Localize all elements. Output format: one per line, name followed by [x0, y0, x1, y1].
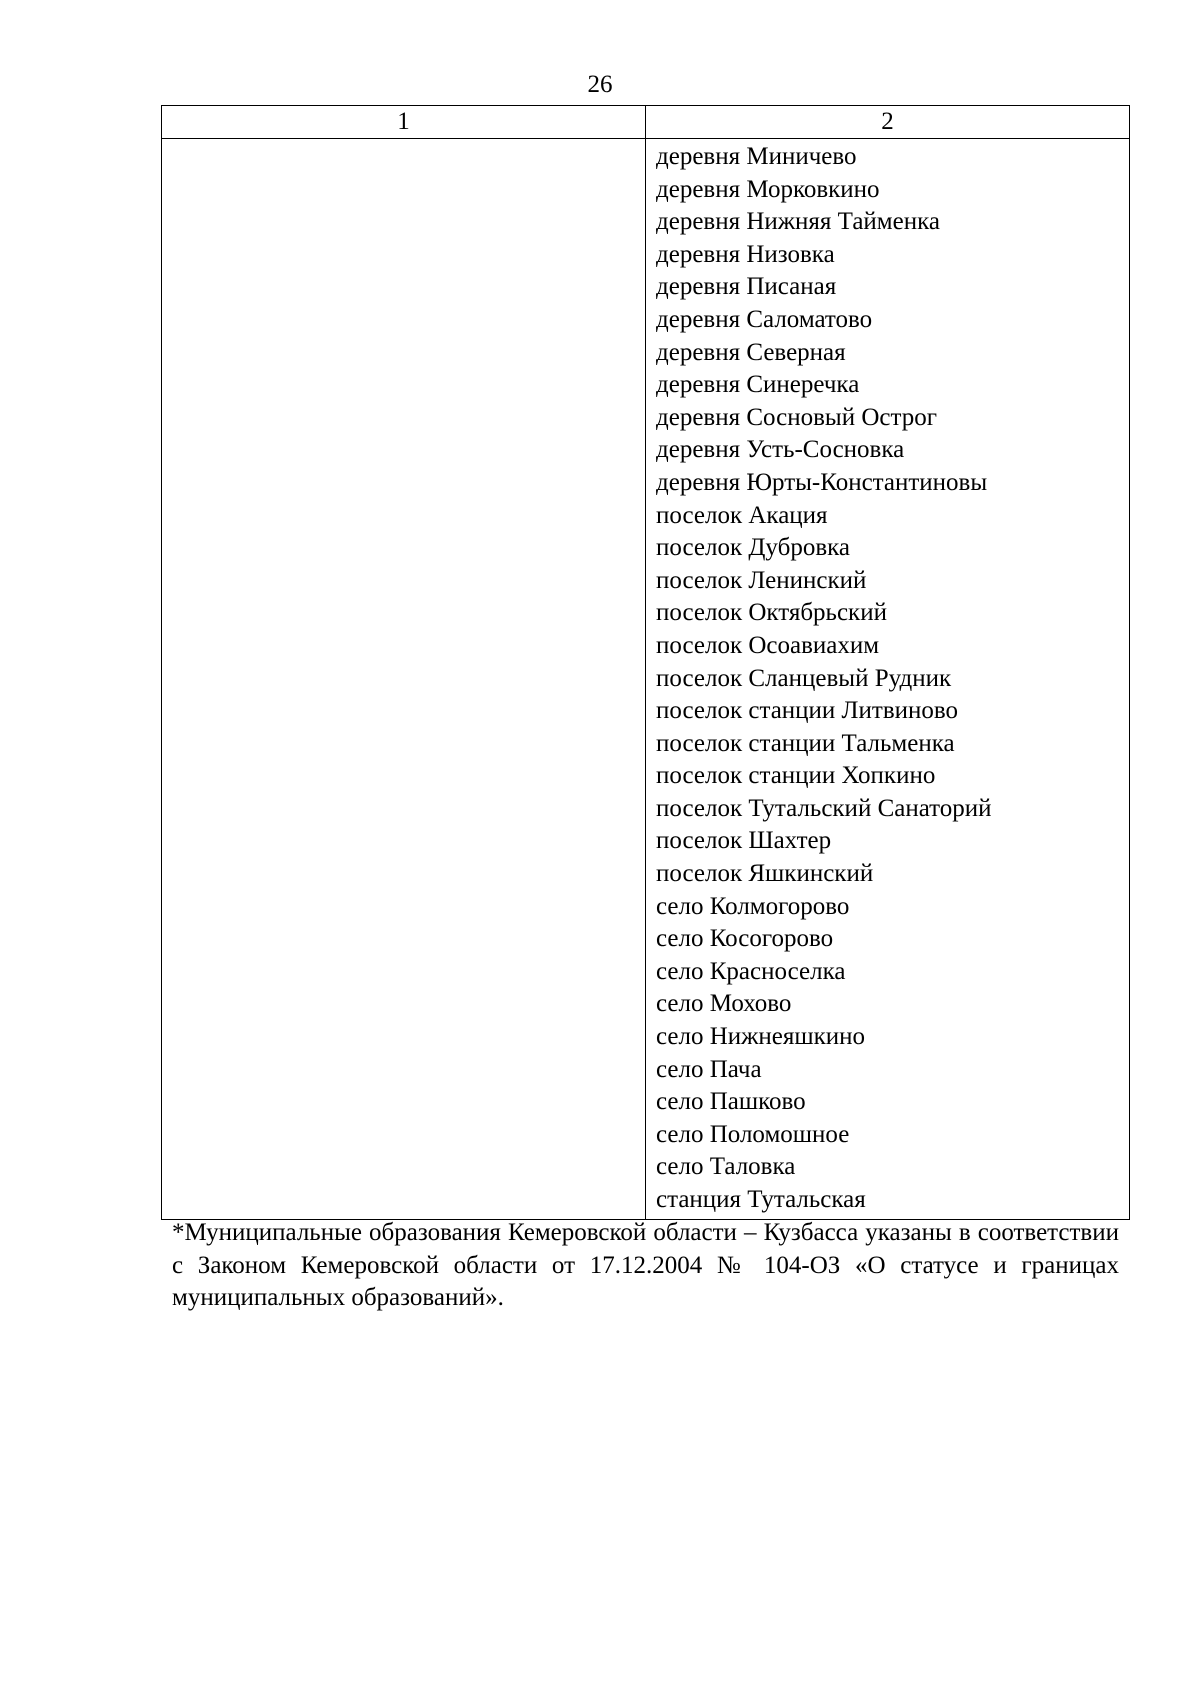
list-item: село Пашково — [656, 1088, 806, 1116]
list-item: село Мохово — [656, 990, 792, 1018]
list-item: поселок Акация — [656, 501, 828, 529]
list-item: деревня Юрты-Константиновы — [656, 468, 988, 496]
settlements-table — [161, 105, 1130, 1220]
page-number: 26 — [587, 71, 613, 98]
list-item: село Пача — [656, 1055, 762, 1083]
settlements-cell — [646, 139, 1130, 1220]
list-item: поселок Тутальский Санаторий — [656, 794, 992, 822]
list-item: станция Тутальская — [656, 1186, 866, 1213]
list-item: поселок станции Тальменка — [656, 729, 955, 757]
list-item: деревня Северная — [656, 338, 846, 366]
table-header-row — [162, 106, 1130, 139]
list-item: село Поломошное — [656, 1120, 850, 1148]
list-item: деревня Нижняя Тайменка — [656, 208, 940, 236]
column-header-2: 2 — [646, 106, 1130, 139]
list-item: деревня Саломатово — [656, 305, 873, 333]
list-item: поселок Дубровка — [656, 534, 850, 562]
list-item: деревня Писаная — [656, 273, 837, 301]
list-item: деревня Морковкино — [656, 175, 880, 203]
footnote: *Муниципальные образования Кемеровской области – Кузбасса указаны в соответствии с Законом Кемеровской области от 17.12.2004 № 104-ОЗ «О статусе и границах муниципальных образований». — [172, 1219, 1119, 1311]
list-item: село Колмогорово — [656, 892, 850, 920]
list-item: деревня Усть-Сосновка — [656, 436, 905, 464]
list-item: поселок Яшкинский — [656, 860, 874, 888]
list-item: деревня Миничево — [656, 143, 857, 170]
settlements-list — [646, 139, 1129, 1219]
list-item: поселок Октябрьский — [656, 599, 887, 627]
municipality-cell — [162, 139, 646, 1220]
list-item: село Таловка — [656, 1153, 796, 1181]
list-item: поселок станции Литвиново — [656, 697, 959, 725]
list-item: село Красноселка — [656, 957, 846, 985]
list-item: поселок станции Хопкино — [656, 762, 936, 790]
list-item: поселок Ленинский — [656, 566, 867, 594]
table-row — [162, 139, 1130, 1220]
list-item: село Нижнеяшкино — [656, 1023, 866, 1051]
list-item: поселок Сланцевый Рудник — [656, 664, 952, 692]
list-item: село Косогорово — [656, 925, 834, 953]
list-item: деревня Низовка — [656, 240, 835, 268]
list-item: деревня Сосновый Острог — [656, 403, 937, 431]
column-header-1: 1 — [162, 106, 646, 139]
list-item: деревня Синеречка — [656, 371, 860, 399]
list-item: поселок Осоавиахим — [656, 631, 880, 659]
list-item: поселок Шахтер — [656, 827, 832, 855]
